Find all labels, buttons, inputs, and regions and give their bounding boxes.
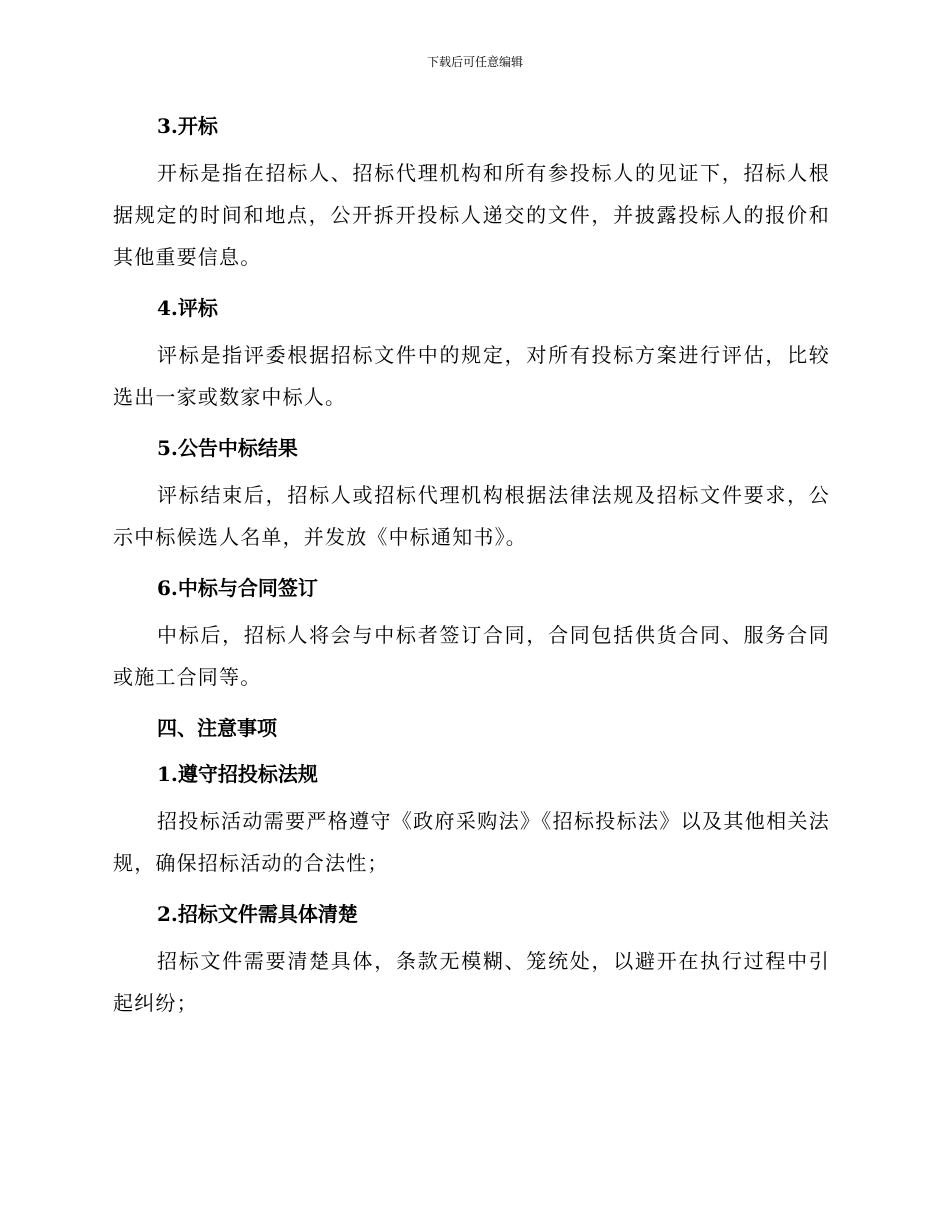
section-heading-result-announcement: 5.公告中标结果 [157, 436, 298, 460]
section-paragraph-contract-signing: 中标后，招标人将会与中标者签订合同，合同包括供货合同、服务合同或施工合同等。 [113, 623, 830, 689]
page-header: 下载后可任意编辑 [426, 55, 523, 69]
section-heading-comply-regulations: 1.遵守招投标法规 [157, 762, 318, 786]
section-paragraph-comply-regulations: 招投标活动需要严格遵守《政府采购法》《招标投标法》以及其他相关法规，确保招标活动的合法性； [113, 809, 830, 875]
section-paragraph-opening: 开标是指在招标人、招标代理机构和所有参投标人的见证下，招标人根据规定的时间和地点，公开拆开投标人递交的文件，并披露投标人的报价和其他重要信息。 [113, 161, 830, 269]
section-paragraph-clear-documents: 招标文件需要清楚具体，条款无模糊、笼统处，以避开在执行过程中引起纠纷； [113, 949, 830, 1015]
section-paragraph-evaluation: 评标是指评委根据招标文件中的规定，对所有投标方案进行评估，比较选出一家或数家中标人。 [113, 343, 830, 409]
document-body [113, 110, 830, 1024]
section-heading-opening: 3.开标 [157, 114, 218, 138]
section-heading-evaluation: 4.评标 [157, 296, 218, 320]
chapter-heading-notes: 四、注意事项 [157, 716, 277, 740]
section-heading-contract-signing: 6.中标与合同签订 [157, 576, 318, 600]
section-paragraph-result-announcement: 评标结束后，招标人或招标代理机构根据法律法规及招标文件要求，公示中标候选人名单，并发放《中标通知书》。 [113, 483, 830, 549]
section-heading-clear-documents: 2.招标文件需具体清楚 [157, 902, 358, 926]
